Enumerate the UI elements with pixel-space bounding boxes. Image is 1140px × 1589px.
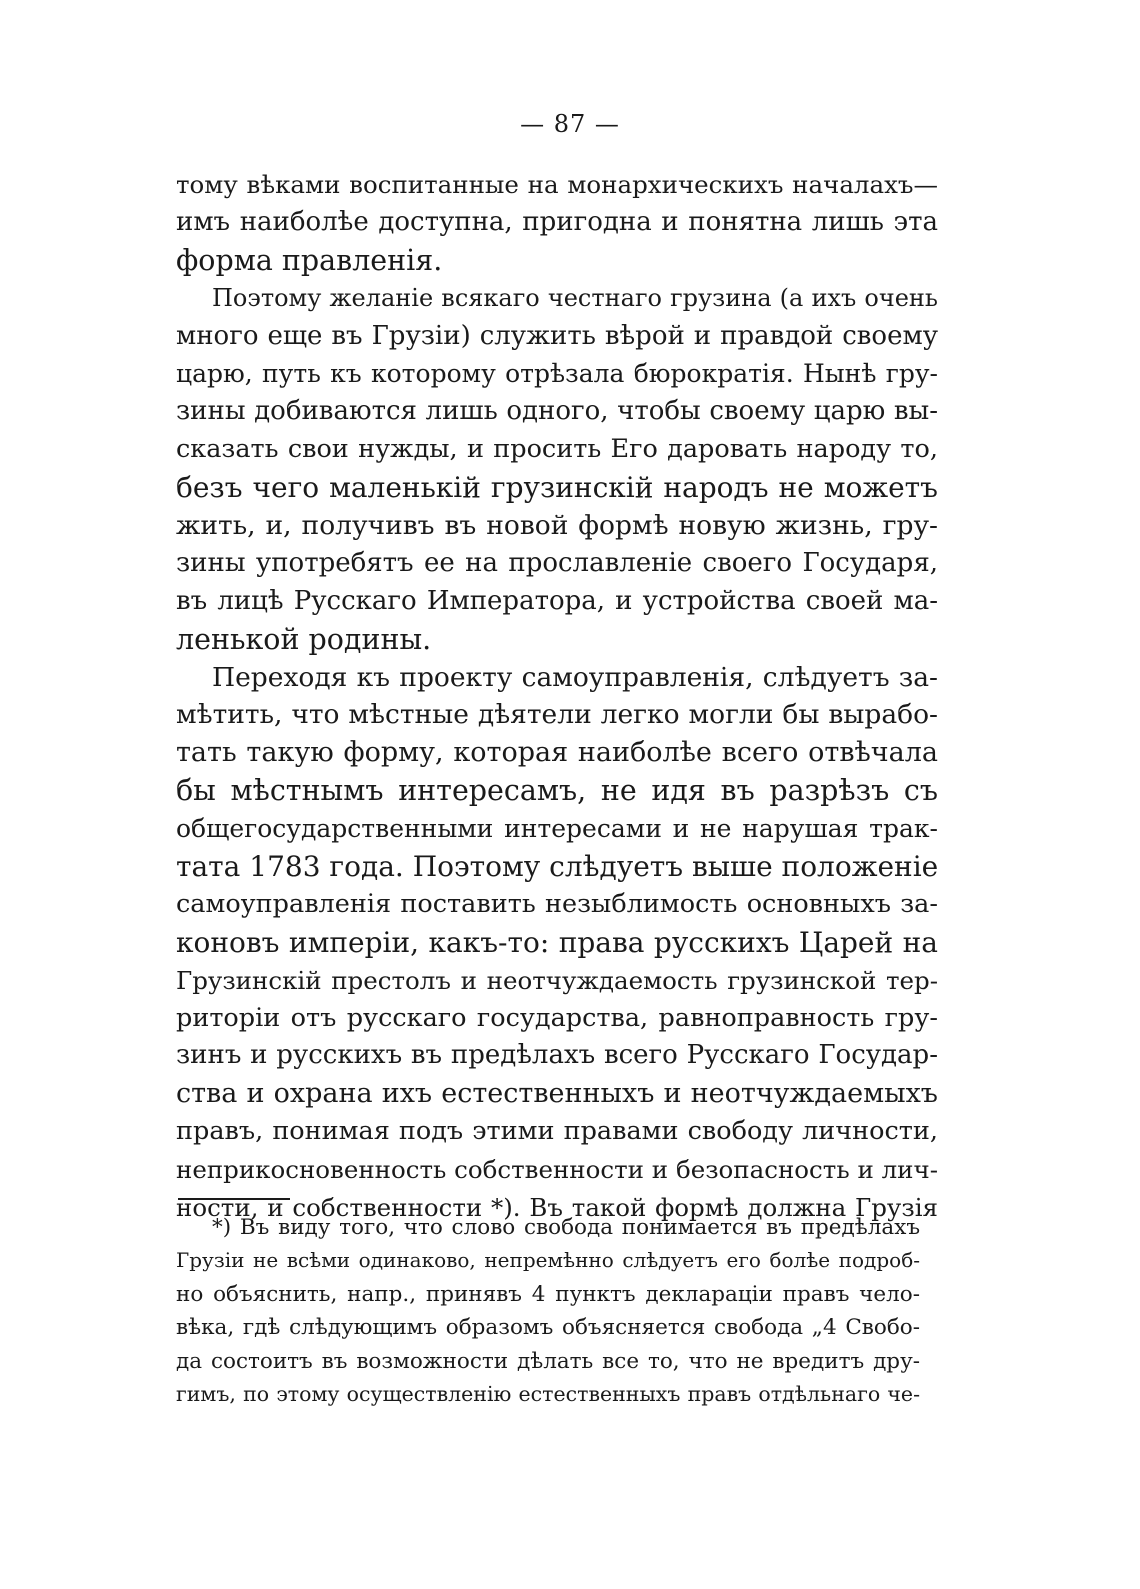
footnote-divider bbox=[178, 1198, 290, 1200]
text-line: имъ наиболѣе доступна, пригодна и понятна лишь эта bbox=[176, 206, 938, 237]
text-line: правъ, понимая подъ этими правами свободу личности, bbox=[176, 1116, 938, 1147]
footnote-line: вѣка, гдѣ слѣдующимъ образомъ объясняется свобода „4 Свобо- bbox=[176, 1315, 920, 1341]
text-line: самоуправленія поставить незыблимость основныхъ за- bbox=[176, 888, 938, 919]
text-line: ности, и собственности *). Въ такой формѣ должна Грузія bbox=[176, 1193, 938, 1223]
text-line: коновъ имперіи, какъ-то: права русскихъ Царей на bbox=[176, 925, 938, 959]
text-line: бы мѣстнымъ интересамъ, не идя въ разрѣзъ съ bbox=[176, 774, 938, 808]
text-line: Поэтому желаніе всякаго честнаго грузина (а ихъ очень bbox=[212, 283, 938, 312]
text-line: въ лицѣ Русскаго Императора, и устройства своей ма- bbox=[176, 585, 938, 616]
text-line: зинъ и русскихъ въ предѣлахъ всего Русскаго Государ- bbox=[176, 1040, 938, 1071]
text-line: общегосударственными интересами и не нарушая трак- bbox=[176, 814, 938, 844]
text-line: тать такую форму, которая наиболѣе всего отвѣчала bbox=[176, 737, 938, 769]
footnote-line: Грузіи не всѣми одинаково, непремѣнно слѣдуетъ его болѣе подроб- bbox=[176, 1248, 920, 1273]
footnote-line: гимъ, по этому осуществленію естественныхъ правъ отдѣльнаго че- bbox=[176, 1381, 920, 1406]
text-line: риторіи отъ русскаго государства, равноправность гру- bbox=[176, 1002, 938, 1033]
text-line: много еще въ Грузіи) служить вѣрой и правдой своему bbox=[176, 320, 938, 351]
footnote-line: да состоитъ въ возможности дѣлать все то, что не вредитъ дру- bbox=[176, 1348, 920, 1374]
text-line: Переходя къ проекту самоуправленія, слѣдуетъ за- bbox=[212, 661, 938, 693]
text-line: безъ чего маленькій грузинскій народъ не можетъ bbox=[176, 471, 938, 505]
footnote-line: но объяснить, напр., принявъ 4 пунктъ декларацiи правъ чело- bbox=[176, 1281, 920, 1307]
text-line: зины употребятъ ее на прославленіе своего Государя, bbox=[176, 547, 938, 578]
text-line: неприкосновенность собственности и безопасность и лич- bbox=[176, 1155, 938, 1185]
text-line: ства и охрана ихъ естественныхъ и неотчуждаемыхъ bbox=[176, 1078, 938, 1110]
text-line: зины добиваются лишь одного, чтобы своему царю вы- bbox=[176, 396, 938, 427]
text-line: мѣтить, что мѣстные дѣятели легко могли бы вырабо- bbox=[176, 699, 938, 731]
page-number: — 87 — bbox=[520, 110, 620, 138]
text-line: ленькой родины. bbox=[176, 622, 432, 656]
text-line: форма правленія. bbox=[176, 243, 443, 277]
text-line: тому вѣками воспитанные на монархическихъ началахъ— bbox=[176, 170, 938, 199]
footnote bbox=[176, 1211, 920, 1411]
text-line: царю, путь къ которому отрѣзала бюрократія. Нынѣ гру- bbox=[176, 359, 938, 389]
text-line: сказать свои нужды, и просить Его даровать народу то, bbox=[176, 434, 938, 465]
body-text bbox=[176, 166, 938, 1227]
text-line: тата 1783 года. Поэтому слѣдуетъ выше положеніе bbox=[176, 850, 939, 884]
footnote-line: *) Въ виду того, что слово свобода понимается въ предѣлахъ bbox=[212, 1215, 920, 1240]
text-line: жить, и, получивъ въ новой формѣ новую жизнь, гру- bbox=[176, 510, 938, 542]
text-line: Грузинскій престолъ и неотчуждаемость грузинской тер- bbox=[176, 965, 938, 995]
